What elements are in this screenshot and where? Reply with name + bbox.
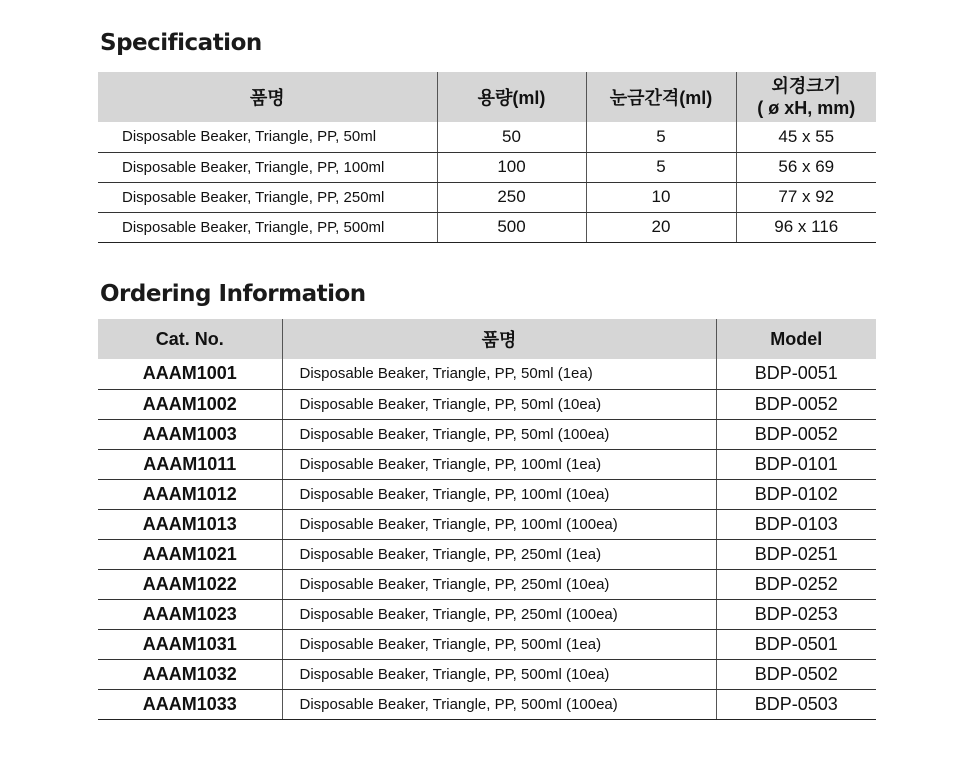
order-cell-name: Disposable Beaker, Triangle, PP, 500ml (1ea) xyxy=(282,629,716,659)
spec-cell-dimension: 45 x 55 xyxy=(736,122,876,152)
ordering-table xyxy=(98,319,876,720)
order-cell-model: BDP-0503 xyxy=(716,689,876,719)
order-cell-name: Disposable Beaker, Triangle, PP, 250ml (100ea) xyxy=(282,599,716,629)
order-cell-name: Disposable Beaker, Triangle, PP, 50ml (1ea) xyxy=(282,359,716,389)
header-dimension-line1: 외경크기 xyxy=(771,76,842,96)
spec-cell-dimension: 56 x 69 xyxy=(736,152,876,182)
order-cell-model: BDP-0101 xyxy=(716,449,876,479)
order-cell-model: BDP-0252 xyxy=(716,569,876,599)
order-cell-cat-no: AAAM1011 xyxy=(98,449,282,479)
order-cell-cat-no: AAAM1003 xyxy=(98,419,282,449)
table-row xyxy=(98,182,876,212)
specification-header-row xyxy=(98,72,876,122)
order-cell-model: BDP-0051 xyxy=(716,359,876,389)
order-cell-cat-no: AAAM1013 xyxy=(98,509,282,539)
table-row xyxy=(98,689,876,719)
order-cell-cat-no: AAAM1021 xyxy=(98,539,282,569)
table-row xyxy=(98,539,876,569)
spec-cell-graduation: 20 xyxy=(586,212,736,242)
order-cell-name: Disposable Beaker, Triangle, PP, 250ml (1ea) xyxy=(282,539,716,569)
table-row xyxy=(98,419,876,449)
table-row xyxy=(98,359,876,389)
table-row xyxy=(98,122,876,152)
header-capacity: 용량(ml) xyxy=(437,72,586,122)
table-row xyxy=(98,509,876,539)
spec-cell-name: Disposable Beaker, Triangle, PP, 50ml xyxy=(98,122,437,152)
header-name: 품명 xyxy=(282,319,716,359)
order-cell-cat-no: AAAM1012 xyxy=(98,479,282,509)
order-cell-model: BDP-0103 xyxy=(716,509,876,539)
order-cell-model: BDP-0251 xyxy=(716,539,876,569)
table-row xyxy=(98,479,876,509)
ordering-title: Ordering Information xyxy=(100,281,366,307)
order-cell-model: BDP-0052 xyxy=(716,389,876,419)
order-cell-model: BDP-0502 xyxy=(716,659,876,689)
specification-table xyxy=(98,72,876,243)
spec-cell-dimension: 96 x 116 xyxy=(736,212,876,242)
header-name: 품명 xyxy=(98,72,437,122)
order-cell-name: Disposable Beaker, Triangle, PP, 50ml (10ea) xyxy=(282,389,716,419)
table-row xyxy=(98,389,876,419)
order-cell-cat-no: AAAM1022 xyxy=(98,569,282,599)
spec-cell-capacity: 50 xyxy=(437,122,586,152)
order-cell-model: BDP-0102 xyxy=(716,479,876,509)
spec-cell-capacity: 500 xyxy=(437,212,586,242)
specification-title: Specification xyxy=(100,30,262,56)
spec-cell-name: Disposable Beaker, Triangle, PP, 250ml xyxy=(98,182,437,212)
spec-cell-capacity: 100 xyxy=(437,152,586,182)
order-cell-cat-no: AAAM1032 xyxy=(98,659,282,689)
ordering-header-row xyxy=(98,319,876,359)
order-cell-name: Disposable Beaker, Triangle, PP, 500ml (100ea) xyxy=(282,689,716,719)
order-cell-cat-no: AAAM1031 xyxy=(98,629,282,659)
spec-cell-name: Disposable Beaker, Triangle, PP, 100ml xyxy=(98,152,437,182)
header-dimension xyxy=(736,72,876,122)
spec-cell-name: Disposable Beaker, Triangle, PP, 500ml xyxy=(98,212,437,242)
table-row xyxy=(98,449,876,479)
order-cell-cat-no: AAAM1023 xyxy=(98,599,282,629)
table-row xyxy=(98,659,876,689)
header-graduation: 눈금간격(ml) xyxy=(586,72,736,122)
order-cell-cat-no: AAAM1033 xyxy=(98,689,282,719)
header-dimension-line2: ( ø xH, mm) xyxy=(757,98,856,118)
order-cell-model: BDP-0501 xyxy=(716,629,876,659)
table-row xyxy=(98,599,876,629)
spec-cell-graduation: 5 xyxy=(586,152,736,182)
table-row xyxy=(98,629,876,659)
order-cell-name: Disposable Beaker, Triangle, PP, 100ml (100ea) xyxy=(282,509,716,539)
spec-cell-graduation: 10 xyxy=(586,182,736,212)
order-cell-model: BDP-0253 xyxy=(716,599,876,629)
order-cell-name: Disposable Beaker, Triangle, PP, 100ml (1ea) xyxy=(282,449,716,479)
header-model: Model xyxy=(716,319,876,359)
table-row xyxy=(98,152,876,182)
order-cell-name: Disposable Beaker, Triangle, PP, 250ml (10ea) xyxy=(282,569,716,599)
spec-cell-graduation: 5 xyxy=(586,122,736,152)
table-row xyxy=(98,212,876,242)
order-cell-model: BDP-0052 xyxy=(716,419,876,449)
header-cat-no: Cat. No. xyxy=(98,319,282,359)
table-row xyxy=(98,569,876,599)
order-cell-name: Disposable Beaker, Triangle, PP, 50ml (100ea) xyxy=(282,419,716,449)
order-cell-cat-no: AAAM1001 xyxy=(98,359,282,389)
spec-cell-dimension: 77 x 92 xyxy=(736,182,876,212)
spec-cell-capacity: 250 xyxy=(437,182,586,212)
order-cell-name: Disposable Beaker, Triangle, PP, 100ml (10ea) xyxy=(282,479,716,509)
order-cell-cat-no: AAAM1002 xyxy=(98,389,282,419)
order-cell-name: Disposable Beaker, Triangle, PP, 500ml (10ea) xyxy=(282,659,716,689)
